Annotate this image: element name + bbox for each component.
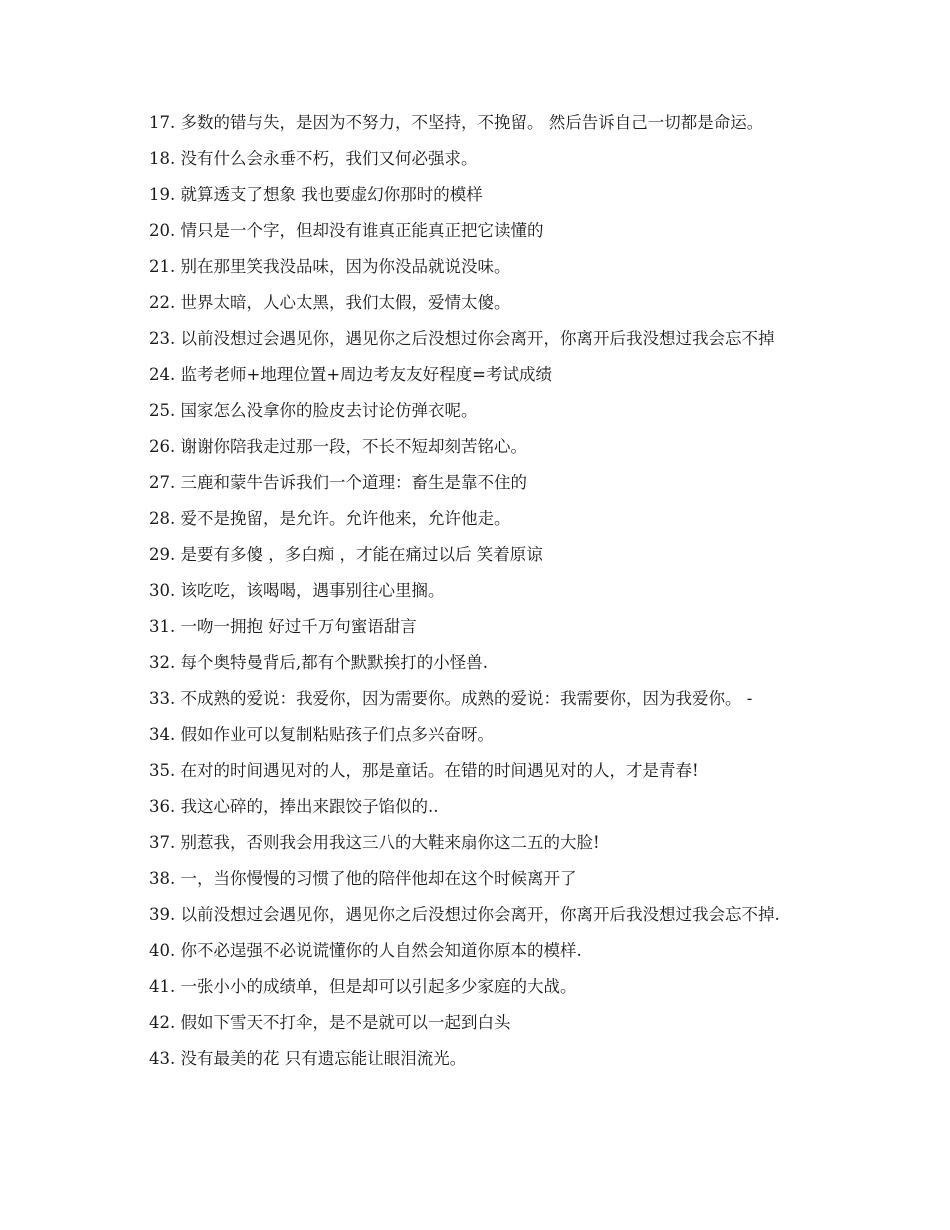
quote-item: [113, 507, 841, 531]
quote-item: [113, 255, 841, 279]
quote-item: [113, 759, 841, 783]
quote-text: 假如作业可以复制粘贴孩子们点多兴奋呀。: [180, 725, 494, 744]
quote-text: 没有什么会永垂不朽，我们又何必强求。: [180, 149, 478, 168]
quote-number: 30 .: [149, 581, 181, 600]
quote-number: 28 .: [149, 509, 181, 528]
quote-text: 以前没想过会遇见你，遇见你之后没想过你会离开，你离开后我没想过我会忘不掉: [180, 329, 775, 348]
quote-text: 一，当你慢慢的习惯了他的陪伴他却在这个时候离开了: [180, 869, 577, 888]
quote-text: 每个奥特曼背后,都有个默默挨打的小怪兽.: [180, 653, 488, 672]
quote-text: 多数的错与失，是因为不努力，不坚持，不挽留。 然后告诉自己一切都是命运。: [180, 113, 764, 132]
quote-number: 23 .: [149, 329, 181, 348]
quote-item: [113, 975, 841, 999]
quote-text: 谢谢你陪我走过那一段，不长不短却刻苦铭心。: [180, 437, 527, 456]
quote-item: [113, 327, 841, 351]
quote-text: 在对的时间遇见对的人，那是童话。在错的时间遇见对的人，才是青春!: [180, 761, 699, 780]
quote-item: [113, 651, 841, 675]
quote-number: 32 .: [149, 653, 181, 672]
quote-item: [113, 399, 841, 423]
quote-text: 爱不是挽留，是允许。允许他来，允许他走。: [180, 509, 511, 528]
quote-text: 别在那里笑我没品味，因为你没品就说没味。: [180, 257, 511, 276]
quote-number: 21 .: [149, 257, 181, 276]
quote-text: 国家怎么没拿你的脸皮去讨论仿弹衣呢。: [180, 401, 478, 420]
quote-number: 20 .: [149, 221, 181, 240]
quote-text: 情只是一个字，但却没有谁真正能真正把它读懂的: [180, 221, 544, 240]
quote-number: 36 .: [149, 797, 181, 816]
quote-text: 假如下雪天不打伞，是不是就可以一起到白头: [180, 1013, 511, 1032]
quote-text: 该吃吃，该喝喝，遇事别往心里搁。: [180, 581, 445, 600]
quote-item: [113, 363, 841, 387]
quote-number: 41 .: [149, 977, 181, 996]
quote-list: [113, 111, 841, 1083]
quote-text: 是要有多傻 ，多白痴 ，才能在痛过以后 笑着原谅: [180, 545, 543, 564]
quote-item: [113, 579, 841, 603]
quote-number: 42 .: [149, 1013, 181, 1032]
quote-item: [113, 147, 841, 171]
quote-number: 18 .: [149, 149, 181, 168]
quote-text: 别惹我，否则我会用我这三八的大鞋来扇你这二五的大脸!: [180, 833, 600, 852]
quote-item: [113, 291, 841, 315]
quote-number: 24 .: [149, 365, 181, 384]
quote-text: 一张小小的成绩单，但是却可以引起多少家庭的大战。: [180, 977, 577, 996]
quote-text: 就算透支了想象 我也要虚幻你那时的模样: [180, 185, 483, 204]
quote-item: [113, 471, 841, 495]
quote-number: 37 .: [149, 833, 181, 852]
quote-text: 不成熟的爱说：我爱你，因为需要你。成熟的爱说：我需要你，因为我爱你。 -: [180, 689, 753, 708]
quote-number: 17 .: [149, 113, 181, 132]
quote-text: 没有最美的花 只有遗忘能让眼泪流光。: [180, 1049, 467, 1068]
quote-item: [113, 687, 841, 711]
quote-number: 27 .: [149, 473, 181, 492]
quote-item: [113, 723, 841, 747]
quote-number: 19 .: [149, 185, 181, 204]
quote-item: [113, 1047, 841, 1071]
quote-number: 38 .: [149, 869, 181, 888]
quote-item: [113, 435, 841, 459]
quote-item: [113, 111, 841, 135]
quote-item: [113, 615, 841, 639]
quote-item: [113, 543, 841, 567]
quote-number: 35 .: [149, 761, 181, 780]
quote-number: 40 .: [149, 941, 181, 960]
quote-number: 33 .: [149, 689, 181, 708]
quote-text: 你不必逞强不必说谎懂你的人自然会知道你原本的模样.: [180, 941, 582, 960]
quote-number: 29 .: [149, 545, 181, 564]
quote-item: [113, 939, 841, 963]
quote-item: [113, 795, 841, 819]
quote-text: 以前没想过会遇见你，遇见你之后没想过你会离开，你离开后我没想过我会忘不掉.: [180, 905, 780, 924]
quote-item: [113, 1011, 841, 1035]
quote-number: 34 .: [149, 725, 181, 744]
quote-number: 43 .: [149, 1049, 181, 1068]
quote-number: 26 .: [149, 437, 181, 456]
quote-item: [113, 903, 841, 927]
quote-text: 我这心碎的，捧出来跟饺子馅似的..: [180, 797, 439, 816]
quote-item: [113, 867, 841, 891]
quote-text: 三鹿和蒙牛告诉我们一个道理：畜生是靠不住的: [180, 473, 527, 492]
quote-item: [113, 219, 841, 243]
quote-item: [113, 831, 841, 855]
quote-text: 监考老师+地理位置+周边考友友好程度=考试成绩: [180, 365, 552, 384]
quote-number: 39 .: [149, 905, 181, 924]
quote-number: 25 .: [149, 401, 181, 420]
quote-item: [113, 183, 841, 207]
quote-text: 世界太暗，人心太黑，我们太假，爱情太傻。: [180, 293, 511, 312]
quote-text: 一吻一拥抱 好过千万句蜜语甜言: [180, 617, 417, 636]
quote-number: 31 .: [149, 617, 181, 636]
quote-number: 22 .: [149, 293, 181, 312]
